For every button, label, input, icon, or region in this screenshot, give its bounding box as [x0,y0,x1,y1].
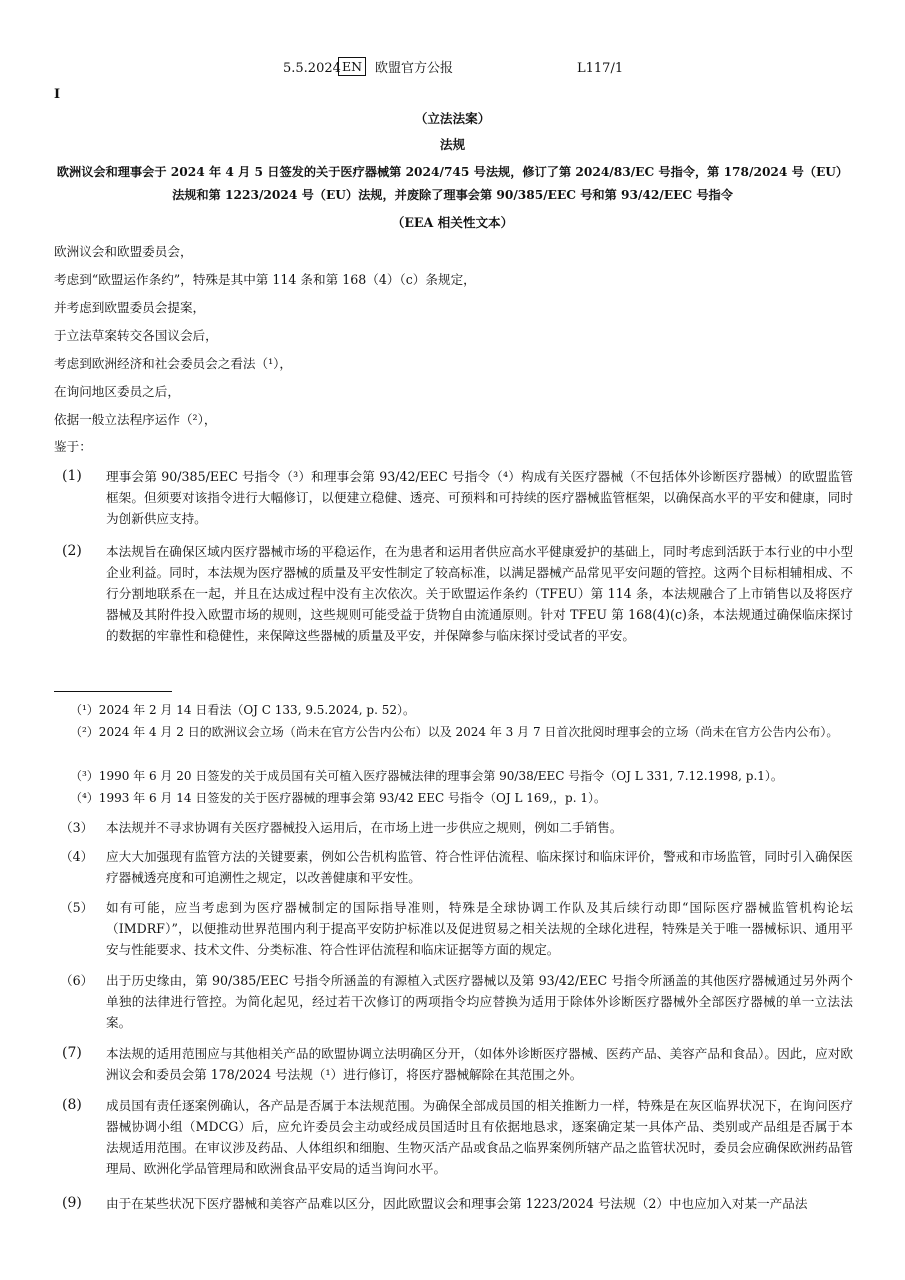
journal-header [0,58,905,78]
recital-text: 理事会第 90/385/EEC 号指令（³）和理事会第 93/42/EEC 号指令（⁴）构成有关医疗器械（不包括体外诊断医疗器械）的欧盟监管框架。但须要对该指令进行大幅修订，以便建立稳健、透亮、可预料和可持续的医疗器械监管框架，以确保高水平的平安和健康，同时为创新供应支持。 [106,469,853,526]
preamble-line: 并考虑到欧盟委员会提案， [54,300,206,315]
header-date: 5.5.2024 [283,61,341,76]
recital-text: 本法规并不寻求协调有关医疗器械投入运用后，在市场上进一步供应之规则，例如二手销售。 [106,820,623,835]
footnote-2: （²）2024 年 4 月 2 日的欧洲议会立场（尚未在官方公告内公布）以及 2024 年 3 月 7 日首次批阅时理事会的立场（尚未在官方公告内公布）。 [70,725,839,739]
section-heading: （立法法案） [414,111,491,126]
journal-name: 欧盟官方公报 [375,61,454,76]
preamble-line: 依据一般立法程序运作（²）， [54,412,217,427]
recital-text: 成员国有责任逐案例确认，各产品是否属于本法规范围。为确保全部成员国的相关推断力一样，特殊是在灰区临界状况下，在询问医疗器械协调小组（MDCG）后，应允许委员会主动或经成员国适时且有依据地恳求，逐案确定某一具体产品、类别或产品组是否属于本法规适用范围。在审议涉及药品、人体组织和细胞、生物灭活产品或食品之临界案例所辖产品之监管状况时，委员会应确保欧洲药品管理局、欧洲化学品管理局和欧洲食品平安局的适当询问水平。 [106,1098,853,1176]
preamble-line: 考虑到欧洲经济和社会委员会之看法（¹）， [54,356,293,371]
recital-number: (9) [62,1195,82,1211]
recital-number: （4） [60,849,94,864]
recital-number: （6） [60,973,94,988]
journal-reference: L117/1 [577,61,624,76]
recital-text: 应大大加强现有监管方法的关键要素，例如公告机构监管、符合性评估流程、临床探讨和临床评价，警戒和市场监管，同时引入确保医疗器械透亮度和可追溯性之规定，以改善健康和平安性。 [106,849,853,885]
document-title-line-2: 法规和第 1223/2024 号（EU）法规，并废除了理事会第 90/385/EEC 号和第 93/42/EEC 号指令 [172,188,733,202]
recital-text: 由于在某些状况下医疗器械和美容产品难以区分，因此欧盟议会和理事会第 1223/2024 号法规（2）中也应加入对某一产品法 [106,1196,808,1211]
footnote-1: （¹）2024 年 2 月 14 日看法（OJ C 133, 9.5.2024, p. 52）。 [70,703,415,717]
document-title-line-1: 欧洲议会和理事会于 2024 年 4 月 5 日签发的关于医疗器械第 2024/745 号法规，修订了第 2024/83/EC 号指令，第 178/2024 号（EU） [56,165,849,179]
preamble-line: 考虑到“欧盟运作条约”，特殊是其中第 114 条和第 168（4）（c）条规定， [54,272,476,287]
recital-number: (8) [62,1097,82,1113]
preamble-line: 鉴于： [54,439,92,454]
eea-relevance: （EEA 相关性文本） [391,215,514,230]
preamble-line: 欧洲议会和欧盟委员会， [54,244,193,259]
recital-text: 本法规的适用范围应与其他相关产品的欧盟协调立法明确区分开，（如体外诊断医疗器械、医药产品、美容产品和食品）。因此，应对欧洲议会和委员会第 178/2024 号法规（¹）进行修订，将医疗器械解除在其范围之外。 [106,1046,853,1082]
recital-text: 本法规旨在确保区域内医疗器械市场的平稳运作，在为患者和运用者供应高水平健康爱护的基础上，同时考虑到活跃于本行业的中小型企业利益。同时，本法规为医疗器械的质量及平安性制定了较高标准，以满足器械产品常见平安问题的管控。这两个目标相辅相成、不行分割地联系在一起，并且在达成过程中没有主次依次。关于欧盟运作条约（TFEU）第 114 条，本法规融合了上市销售以及将医疗器械及其附件投入欧盟市场的规则，这些规则可能受益于货物自由流通原则。针对 TFEU 第 168(4)(c)条，本法规通过确保临床探讨的数据的牢靠性和稳健性，来保障这些器械的质量及平安，并保障参与临床探讨受试者的平安。 [106,544,853,643]
recital-number: (2) [62,543,82,559]
recital-number: （3） [60,820,94,835]
document-type: 法规 [439,137,466,152]
series-marker: I [54,87,61,102]
recital-text: 如有可能，应当考虑到为医疗器械制定的国际指导准则，特殊是全球协调工作队及其后续行动即“国际医疗器械监管机构论坛（IMDRF）”，以便推动世界范围内利于提高平安防护标准以及促进贸易之相关法规的全球化进程，特殊是关于唯一器械标识、通用平安与性能要求、技术文件、分类标准、符合性评估流程和临床证据等方面的规定。 [106,900,853,957]
recital-number: （5） [60,900,94,915]
recital-text: 出于历史缘由，第 90/385/EEC 号指令所涵盖的有源植入式医疗器械以及第 93/42/EEC 号指令所涵盖的其他医疗器械通过另外两个单独的法律进行管控。为简化起见，经过若干次修订的两项指令均应替换为适用于除体外诊断医疗器械外全部医疗器械的单一立法法案。 [106,973,853,1030]
preamble-line: 在询问地区委员之后， [54,384,180,399]
preamble-line: 于立法草案转交各国议会后， [54,328,218,343]
language-badge: EN [338,57,366,76]
recital-number: (1) [62,468,82,484]
footnote-3: （³）1990 年 6 月 20 日签发的关于成员国有关可植入医疗器械法律的理事会第 90/38/EEC 号指令（OJ L 331, 7.12.1998, p.1）。 [70,769,783,783]
recital-number: (7) [62,1045,82,1061]
footnote-4: （⁴）1993 年 6 月 14 日签发的关于医疗器械的理事会第 93/42 EEC 号指令（OJ L 169,，p. 1）。 [70,791,606,805]
footnote-separator [54,691,172,692]
